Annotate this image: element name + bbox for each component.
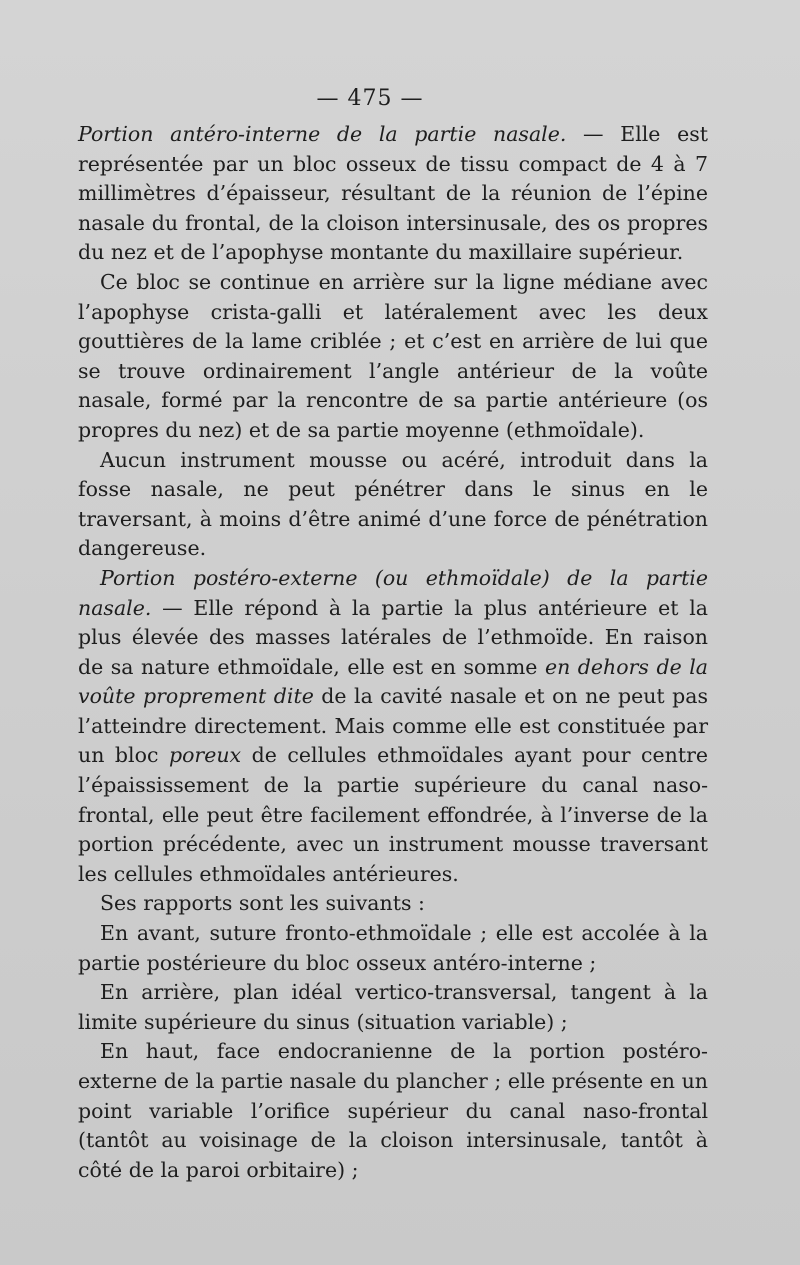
paragraph-en-arriere bbox=[78, 978, 708, 1037]
italic-word: poreux bbox=[168, 743, 242, 768]
paragraph-rapports bbox=[78, 889, 708, 919]
paragraph-text: En arrière, plan idéal vertico-transversal, tangent à la limite supérieure du sinus (situation variable) ; bbox=[78, 980, 708, 1034]
paragraph-bloc bbox=[78, 268, 708, 446]
page-number: — 475 — bbox=[316, 86, 424, 111]
paragraph-text: — Elle est représentée par un bloc osseux de tissu compact de 4 à 7 millimètres d’épaisseur, résultant de la réunion de l’épine nasale du frontal, de la cloison intersinusale, des os propres du nez et de l’apophyse montante du maxillaire supérieur. bbox=[78, 122, 708, 265]
paragraph-text: Ce bloc se continue en arrière sur la ligne médiane avec l’apophyse crista-galli et latéralement avec les deux gouttières de la lame criblée ; et c’est en arrière de lui que se trouve ordinairement l’angle antérieur de la voûte nasale, formé par la rencontre de sa partie antérieure (os propres du nez) et de sa partie moyenne (ethmoïdale). bbox=[78, 269, 708, 442]
paragraph-text: Aucun instrument mousse ou acéré, introduit dans la fosse nasale, ne peut pénétrer dans le sinus en le traversant, à moins d’être animé d’une force de pénétration dangereuse. bbox=[78, 447, 708, 561]
paragraph-text: Ses rapports sont les suivants : bbox=[100, 891, 425, 916]
paragraph-en-haut bbox=[78, 1037, 708, 1185]
paragraph-posterior-portion bbox=[78, 564, 708, 890]
body-text bbox=[78, 120, 708, 1185]
paragraph-instrument bbox=[78, 446, 708, 564]
paragraph-en-avant bbox=[78, 919, 708, 978]
section-heading-italic: Portion antéro-interne de la partie nasale. bbox=[78, 122, 567, 146]
section-heading-italic: Portion postéro-externe (ou ethmoïdale) de la partie nasale. bbox=[78, 565, 708, 620]
italic-phrase: en dehors de la voûte proprement dite bbox=[78, 654, 708, 709]
paragraph-text: En avant, suture fronto-ethmoïdale ; elle est accolée à la partie postérieure du bloc osseux antéro-interne ; bbox=[78, 921, 708, 975]
paragraph-text: de cellules ethmoïdales ayant pour centre l’épaississement de la partie supérieure du canal naso-frontal, elle peut être facilement effondrée, à l’inverse de la portion précédente, avec un instrument mousse traversant les cellules ethmoïdales antérieures. bbox=[78, 743, 708, 886]
paragraph-text: En haut, face endocranienne de la portion postéro-externe de la partie nasale du plancher ; elle présente en un point variable l’orifice supérieur du canal naso-frontal (tantôt au voisinage de la cloison intersinusale, tantôt à côté de la paroi orbitaire) ; bbox=[78, 1039, 708, 1182]
paragraph-text: de la cavité nasale et on ne peut pas l’atteindre directement. Mais comme elle est constituée par un bloc bbox=[78, 684, 708, 768]
paragraph-text: — Elle répond à la partie la plus antérieure et la plus élevée des masses latérales de l’ethmoïde. En raison de sa nature ethmoïdale, elle est en somme bbox=[78, 595, 708, 679]
paragraph-anterior-portion bbox=[78, 120, 708, 268]
